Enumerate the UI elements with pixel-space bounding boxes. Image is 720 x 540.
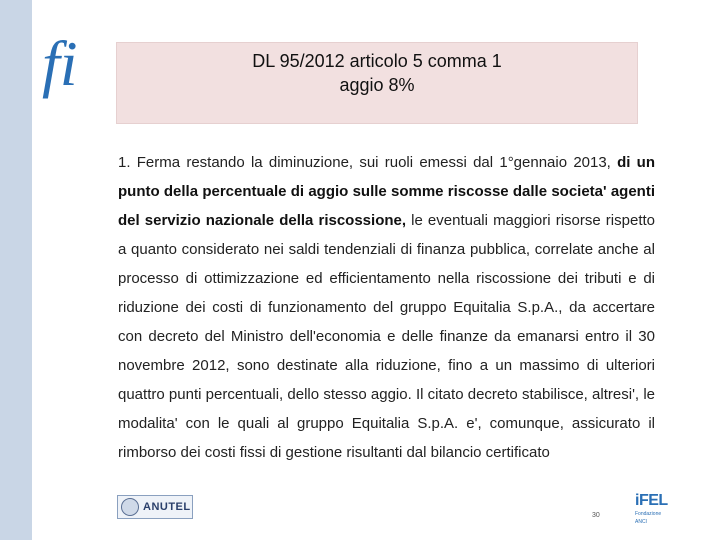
ifel-logo: [635, 492, 669, 525]
body-text-part2: le eventuali maggiori risorse rispetto a quanto considerato nei saldi tendenziali di finanza pubblica, correlate anche al processo di ottimizzazione ed efficientamento nella riscossione dei tributi e di riduzione dei costi di funzionamento del gruppo Equitalia S.p.A., da accertare con decreto del Ministro dell'economia e delle finanze da emanarsi entro il 30 novembre 2012, sono destinate alla riduzione, fino a un massimo di ulteriori quattro punti percentuali, dello stesso aggio. Il citato decreto stabilisce, altresi', le modalita' con le quali al gruppo Equitalia S.p.A. e', comunque, assicurato il rimborso dei costi fissi di gestione risultanti dal bilancio certificato: [118, 212, 655, 461]
fi-logo: fi: [42, 28, 78, 99]
anutel-logo: [117, 495, 193, 519]
anutel-seal-icon: [121, 498, 139, 516]
ifel-name: iFEL: [635, 492, 668, 509]
body-text-bold: di un punto della percentuale di aggio sulle somme riscosse dalle societa' agenti del servizio nazionale della riscossione,: [118, 154, 656, 229]
page-number: 30: [592, 512, 600, 519]
ifel-subtitle: Fondazione ANCI: [635, 511, 662, 525]
anutel-name: ANUTEL: [143, 501, 191, 513]
side-band: [0, 0, 32, 540]
body-text-part1: 1. Ferma restando la diminuzione, sui ruoli emessi dal 1°gennaio 2013,: [118, 154, 618, 171]
title-line-2: aggio 8%: [339, 75, 415, 95]
body-paragraph: [118, 148, 655, 467]
title-box: [116, 42, 638, 124]
title-line-1: DL 95/2012 articolo 5 comma 1: [252, 51, 502, 71]
